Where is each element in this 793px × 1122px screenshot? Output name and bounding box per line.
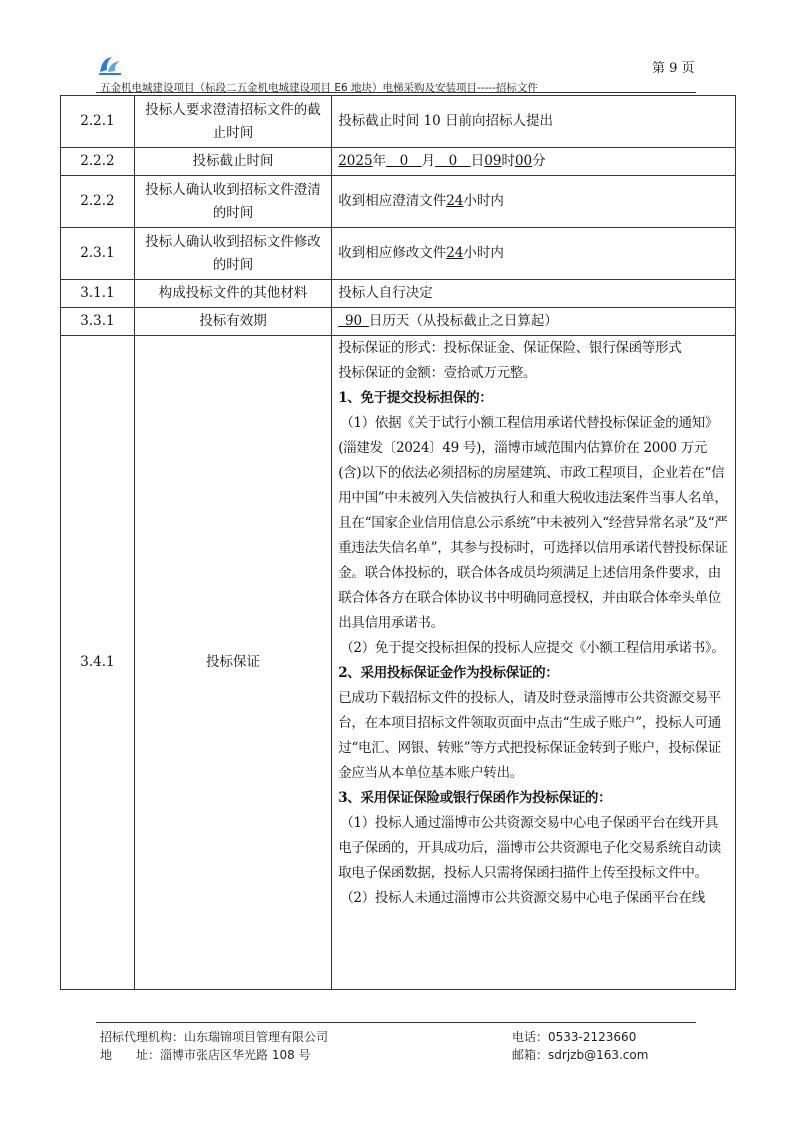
paragraph: （2）投标人未通过淄博市公共资源交易中心电子保函平台在线 [340,890,705,906]
table-row [61,280,736,308]
row-number: 2.2.2 [61,148,135,176]
paragraph: 投标保证的金额：壹拾贰万元整。 [338,365,537,381]
table-row [61,176,736,228]
row-item: 投标保证 [134,336,331,990]
row-content: 收到相应澄清文件24小时内 [332,176,736,228]
company-logo-icon [96,54,126,78]
row-content: 收到相应修改文件24小时内 [332,228,736,280]
page-number: 第 9 页 [652,61,695,76]
row-number: 2.2.1 [61,96,135,148]
footer-agency: 招标代理机构：山东瑞锦项目管理有限公司 [100,1030,329,1044]
row-number: 2.2.2 [61,176,135,228]
bid-data-table [60,95,736,990]
row-content: 投标截止时间 10 日前向招标人提出 [332,96,736,148]
row-item: 投标人确认收到招标文件修改的时间 [134,228,331,280]
table-row [61,308,736,336]
section-heading: 2、采用投标保证金作为投标保证的： [338,665,559,681]
row-item: 构成投标文件的其他材料 [134,280,331,308]
row-number: 2.3.1 [61,228,135,280]
paragraph: （2）免于提交投标担保的投标人应提交《小额工程信用承诺书》。 [340,640,725,656]
paragraph: 已成功下载招标文件的投标人，请及时登录淄博市公共资源交易平台，在本项目招标文件领取页面中点击“生成子账户”，投标人可通过“电汇、网银、转账”等方式把投标保证金转到子账户，投标保证金应当从本单位基本账户转出。 [338,690,722,781]
section-heading: 3、采用保证保险或银行保函作为投标保证的： [338,790,612,806]
footer-address: 地 址：淄博市张店区华光路 108 号 [100,1048,311,1062]
paragraph: （1）依据《关于试行小额工程信用承诺代替投标保证金的通知》(淄建发〔2024〕49 号)，淄博市域范围内估算价在 2000 万元(含)以下的依法必须招标的房屋建筑、市政工程项目，企业若在“信用中国”中未被列入失信被执行人和重大税收违法案件当事人名单，且在“国家企业信用信息公示系统”中未被列入“经营异常名录”及“严重违法失信名单”，其参与投标时，可选择以信用承诺代替投标保证金。联合体投标的，联合体各成员均须满足上述信用条件要求，由联合体各方在联合体协议书中明确同意授权，并由联合体牵头单位出具信用承诺书。 [338,415,728,631]
row-content: 投标人自行决定 [332,280,736,308]
table-row [61,336,736,990]
row-item: 投标截止时间 [134,148,331,176]
table-row [61,96,736,148]
table-row [61,148,736,176]
row-number: 3.4.1 [61,336,135,990]
row-content: 90 日历天（从投标截止之日算起） [332,308,736,336]
paragraph: 投标保证的形式：投标保证金、保证保险、银行保函等形式 [338,340,682,356]
row-item: 投标人确认收到招标文件澄清的时间 [134,176,331,228]
header-divider [96,92,696,93]
row-number: 3.3.1 [61,308,135,336]
paragraph: （1）投标人通过淄博市公共资源交易中心电子保函平台在线开具电子保函的，开具成功后，淄博市公共资源电子化交易系统自动读取电子保函数据，投标人只需将保函扫描件上传至投标文件中。 [338,815,722,881]
footer-phone: 电话：0533-2123660 [512,1030,637,1044]
row-number: 3.1.1 [61,280,135,308]
row-item: 投标人要求澄清招标文件的截止时间 [134,96,331,148]
row-item: 投标有效期 [134,308,331,336]
footer-email: 邮箱：sdrjzb@163.com [512,1048,649,1062]
table-row [61,228,736,280]
bid-guarantee-content [332,336,736,990]
section-heading: 1、免于提交投标担保的： [338,390,493,406]
footer-divider [96,1022,696,1023]
row-content-deadline: 2025年 0 月 0 日09时00分 [332,148,736,176]
document-header-title: 五金机电城建设项目（标段二五金机电城建设项目 E6 地块）电梯采购及安装项目-----招标文件 [100,82,538,94]
